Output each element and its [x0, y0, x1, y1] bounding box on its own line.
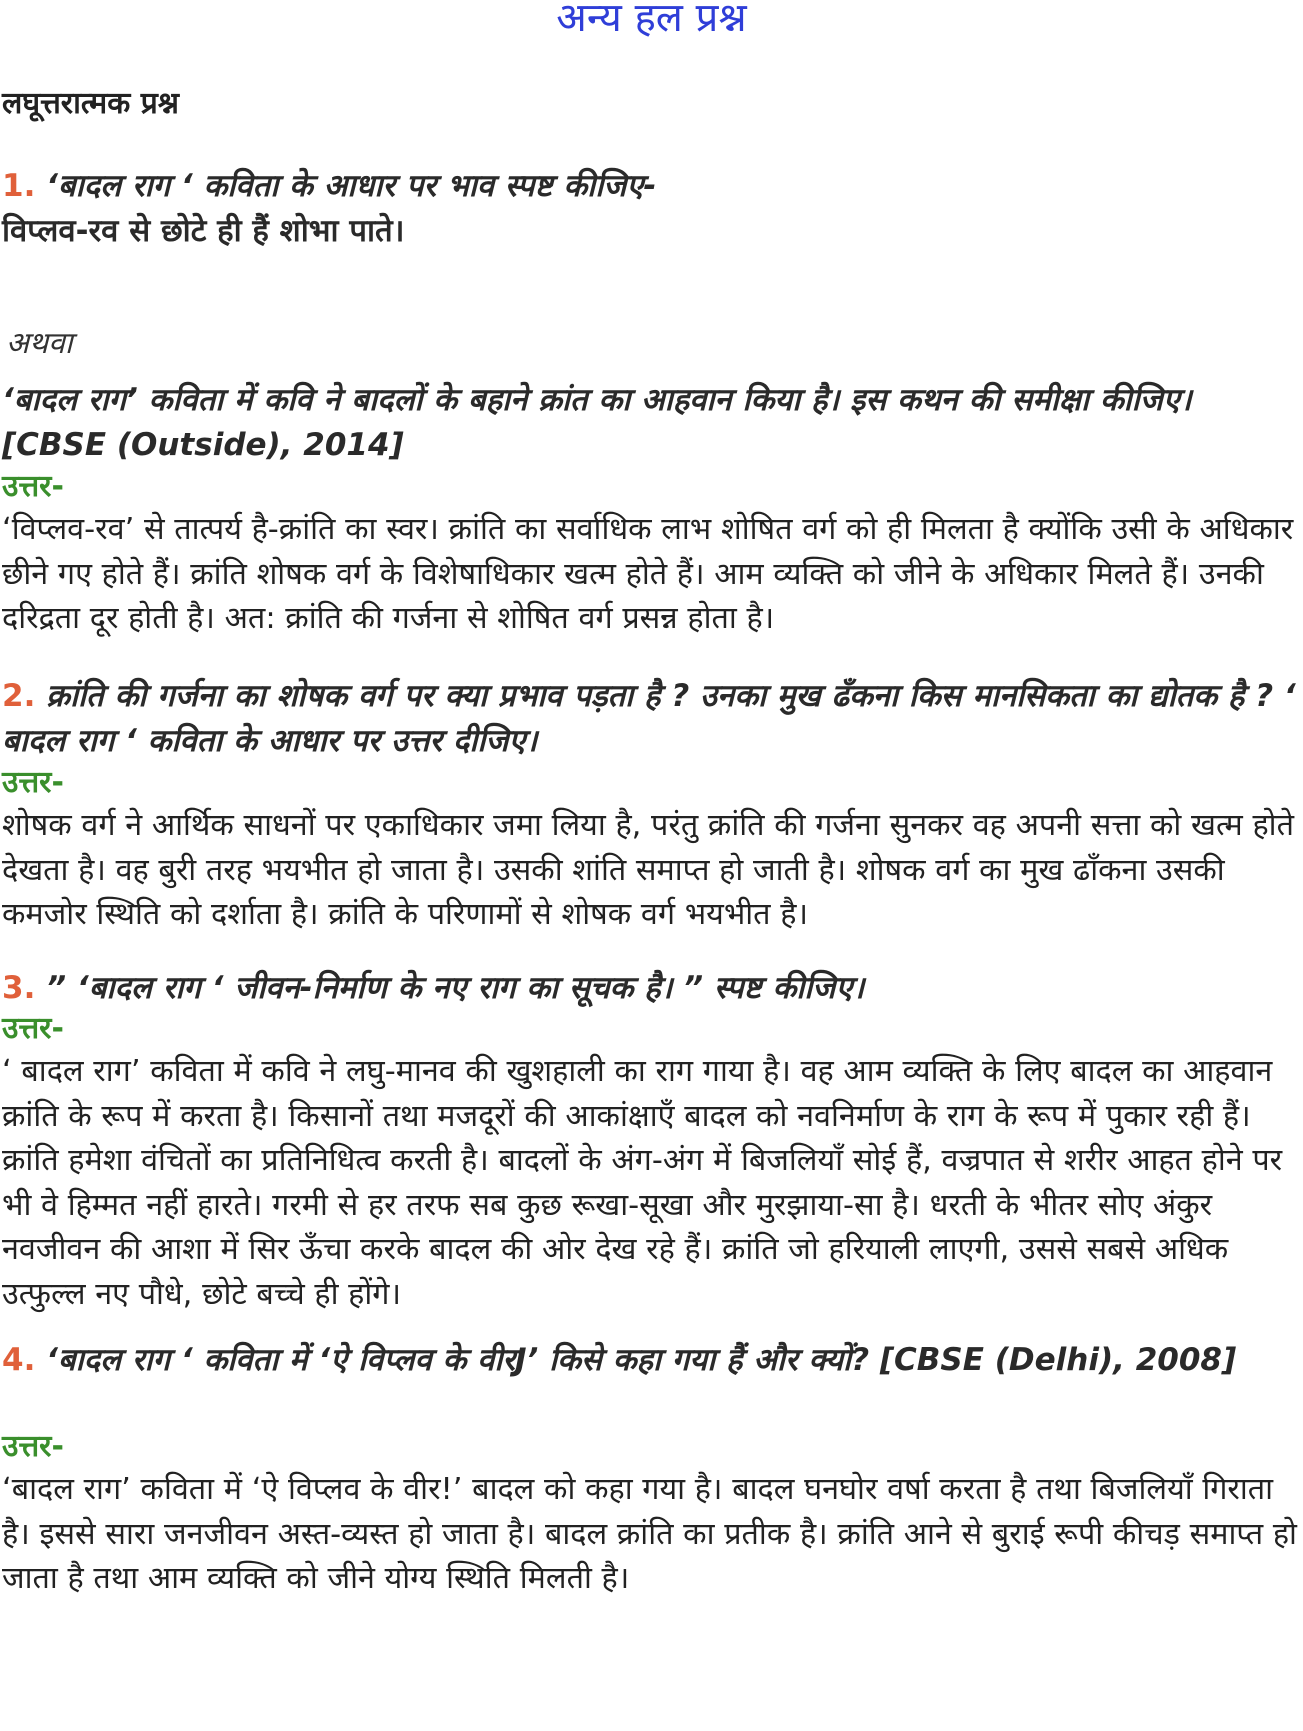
question-1-alternative	[2, 378, 1297, 468]
answer-1-text: ‘विप्लव-रव’ से तात्पर्य है-क्रांति का स्वर। क्रांति का सर्वाधिक लाभ शोषित वर्ग को ही मिलता है क्योंकि उसी के अधिकार छीने गए होते हैं। क्रांति शोषक वर्ग के विशेषाधिकार खत्म होते हैं। आम व्यक्ति को जीने के अधिकार मिलते हैं। उनकी दरिद्रता दूर होती है। अत: क्रांति की गर्जना से शोषित वर्ग प्रसन्न होता है।	[2, 512, 1294, 636]
answer-2-label: उत्तर-	[2, 765, 64, 800]
answer-4-text: ‘बादल राग’ कविता में ‘ऐ विप्लव के वीर!’ बादल को कहा गया है। बादल घनघोर वर्षा करता है तथा बिजलियाँ गिराता है। इससे सारा जनजीवन अस्त-व्यस्त हो जाता है। बादल क्रांति का प्रतीक है। क्रांति आने से बुराई रूपी कीचड़ समाप्त हो जाता है तथा आम व्यक्ति को जीने योग्य स्थिति मिलती है।	[2, 1472, 1297, 1596]
answer-4-label: उत्तर-	[2, 1429, 64, 1464]
question-2-text: क्रांति की गर्जना का शोषक वर्ग पर क्या प्रभाव पड़ता है ? उनका मुख ढँकना किस मानसिकता का द्योतक है ? ‘ बादल राग ‘ कविता के आधार पर उत्तर दीजिए।	[2, 678, 1296, 759]
question-3-text: ” ‘बादल राग ‘ जीवन-निर्माण के नए राग का सूचक है। ” स्पष्ट कीजिए।	[46, 970, 865, 1006]
answer-2-text: शोषक वर्ग ने आर्थिक साधनों पर एकाधिकार जमा लिया है, परंतु क्रांति की गर्जना सुनकर वह अपनी सत्ता को खत्म होते देखता है। वह बुरी तरह भयभीत हो जाता है। उसकी शांति समाप्त हो जाती है। शोषक वर्ग का मुख ढाँकना उसकी कमजोर स्थिति को दर्शाता है। क्रांति के परिणामों से शोषक वर्ग भयभीत है।	[2, 808, 1294, 932]
question-3-prompt	[2, 966, 1297, 1011]
question-1-alt-text: ‘बादल राग’ कविता में कवि ने बादलों के बहाने क्रांत का आहवान किया है। इस कथन की समीक्षा कीजिए। [CBSE (Outside), 2014]	[2, 382, 1192, 463]
answer-2	[2, 762, 1297, 938]
question-3-number: 3.	[2, 970, 36, 1006]
page-title: अन्य हल प्रश्न	[556, 0, 747, 41]
question-1-number: 1.	[2, 168, 36, 204]
question-2	[2, 674, 1297, 764]
question-1-prompt	[2, 164, 1297, 209]
question-3	[2, 966, 1297, 1011]
question-4-text: ‘बादल राग ‘ कविता में ‘ऐ विप्लव के वीरJ’ किसे कहा गया हैं और क्यों? [CBSE (Delhi), 2008]	[46, 1342, 1237, 1378]
alternative-label: अथवा	[6, 326, 73, 361]
question-1-line: विप्लव-रव से छोटे ही हैं शोभा पाते।	[2, 213, 405, 249]
question-2-prompt	[2, 674, 1297, 764]
question-4	[2, 1338, 1297, 1383]
answer-3-label: उत्तर-	[2, 1011, 64, 1046]
answer-4	[2, 1426, 1297, 1602]
answer-3-text: ‘ बादल राग’ कविता में कवि ने लघु-मानव की खुशहाली का राग गाया है। वह आम व्यक्ति के लिए बादल का आहवान क्रांति के रूप में करता है। किसानों तथा मजदूरों की आकांक्षाएँ बादल को नवनिर्माण के राग के रूप में पुकार रही हैं। क्रांति हमेशा वंचितों का प्रतिनिधित्व करती है। बादलों के अंग-अंग में बिजलियाँ सोई हैं, वज्रपात से शरीर आहत होने पर भी वे हिम्मत नहीं हारते। गरमी से हर तरफ सब कुछ रूखा-सूखा और मुरझाया-सा है। धरती के भीतर सोए अंकुर नवजीवन की आशा में सिर ऊँचा करके बादल की ओर देख रहे हैं। क्रांति जो हरियाली लाएगी, उससे सबसे अधिक उत्फुल्ल नए पौधे, छोटे बच्चे ही होंगे।	[2, 1054, 1283, 1312]
answer-1-label: उत्तर-	[2, 469, 64, 504]
question-1	[2, 164, 1297, 254]
question-1-text: ‘बादल राग ‘ कविता के आधार पर भाव स्पष्ट कीजिए-	[46, 168, 657, 204]
question-4-number: 4.	[2, 1342, 36, 1378]
question-4-prompt	[2, 1338, 1297, 1383]
question-2-number: 2.	[2, 678, 36, 714]
section-heading: लघूत्तरात्मक प्रश्न	[2, 86, 179, 121]
answer-3	[2, 1008, 1297, 1317]
answer-1	[2, 466, 1297, 642]
